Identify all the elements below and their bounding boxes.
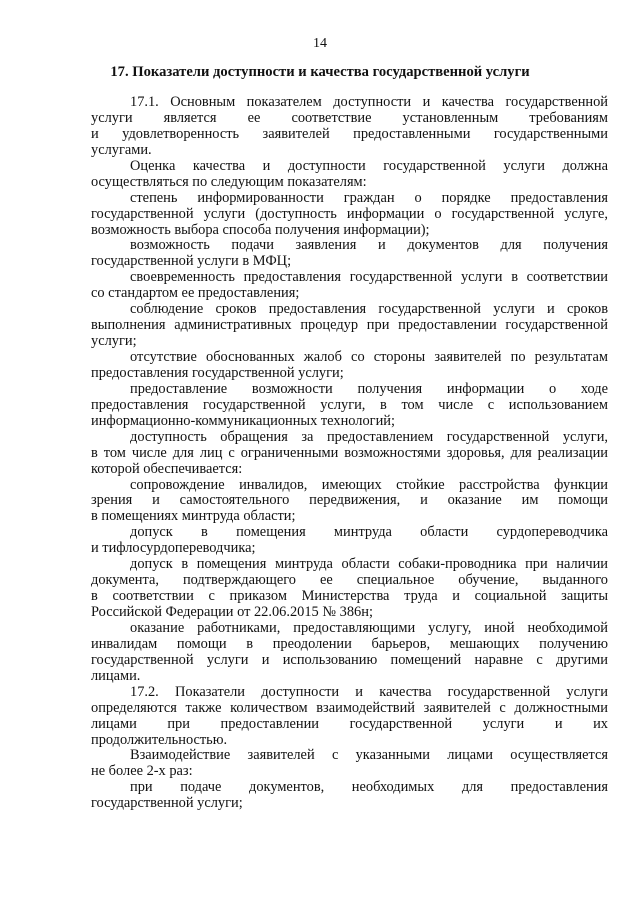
text-line: в том числе для лиц с ограниченными возможностями здоровья, для реализации bbox=[91, 445, 608, 461]
section-heading: 17. Показатели доступности и качества государственной услуги bbox=[110, 64, 530, 80]
text-line: 17.2. Показатели доступности и качества государственной услуги bbox=[130, 684, 608, 700]
text-line: услугами. bbox=[91, 142, 152, 158]
paragraph bbox=[91, 159, 608, 191]
text-line: лицами. bbox=[91, 668, 141, 684]
text-line: Российской Федерации от 22.06.2015 № 386н; bbox=[91, 605, 373, 620]
paragraph bbox=[91, 748, 608, 780]
text-line: со стандартом ее предоставления; bbox=[91, 286, 300, 302]
text-line: которой обеспечивается: bbox=[91, 461, 243, 477]
paragraph bbox=[91, 780, 608, 812]
paragraph bbox=[91, 302, 608, 350]
text-line: своевременность предоставления государственной услуги в соответствии bbox=[130, 270, 608, 286]
text-line: определяются также количеством взаимодействий заявителей с должностными bbox=[91, 700, 608, 716]
paragraph bbox=[91, 270, 608, 302]
paragraph bbox=[91, 191, 608, 239]
text-line: продолжительностью. bbox=[91, 732, 228, 748]
text-line: возможность выбора способа получения информации); bbox=[91, 222, 430, 238]
text-line: осуществляться по следующим показателям: bbox=[91, 174, 367, 190]
text-line: предоставления государственной услуги; bbox=[91, 365, 344, 381]
text-line: выполнения административных процедур при предоставлении государственной bbox=[91, 318, 608, 334]
text-line: отсутствие обоснованных жалоб со стороны заявителей по результатам bbox=[130, 350, 608, 365]
text-line: государственной услуги; bbox=[91, 796, 243, 812]
text-line: доступность обращения за предоставлением государственной услуги, bbox=[130, 429, 608, 445]
text-line: инвалидам помощи в преодолении барьеров, мешающих получению bbox=[91, 636, 608, 652]
text-line: в помещениях минтруда области; bbox=[91, 509, 296, 525]
text-line: сопровождение инвалидов, имеющих стойкие расстройства функции bbox=[130, 477, 608, 493]
text-line: информационно-коммуникационных технологий; bbox=[91, 413, 395, 429]
text-line: лицами при предоставлении государственной услуги и их bbox=[91, 716, 608, 732]
text-line: документа, подтверждающего ее специальное обучение, выданного bbox=[91, 573, 608, 589]
text-line: 17.1. Основным показателем доступности и качества государственной bbox=[130, 95, 608, 110]
paragraph bbox=[91, 95, 608, 159]
text-line: услуги; bbox=[91, 334, 137, 350]
text-line: при подаче документов, необходимых для предоставления bbox=[130, 780, 608, 796]
paragraph bbox=[91, 430, 608, 478]
paragraph bbox=[91, 382, 608, 430]
text-line: Оценка качества и доступности государственной услуги должна bbox=[130, 158, 608, 174]
text-line: оказание работниками, предоставляющими услугу, иной необходимой bbox=[130, 620, 608, 636]
text-line: предоставление возможности получения информации о ходе bbox=[130, 381, 608, 397]
text-line: и тифлосурдопереводчика; bbox=[91, 541, 256, 557]
text-line: степень информированности граждан о порядке предоставления bbox=[130, 190, 608, 206]
text-line: услуги является ее соответствие установленным требованиям bbox=[91, 110, 608, 126]
text-line: государственной услуги в МФЦ; bbox=[91, 254, 292, 270]
text-line: государственной услуги и использованию помещений наравне с другими bbox=[91, 652, 608, 668]
text-line: соблюдение сроков предоставления государственной услуги и сроков bbox=[130, 302, 608, 318]
paragraph bbox=[91, 238, 608, 270]
text-line: допуск в помещения минтруда области сурдопереводчика bbox=[130, 525, 608, 541]
text-line: зрения и самостоятельного передвижения, и оказание им помощи bbox=[91, 493, 608, 509]
text-line: Взаимодействие заявителей с указанными лицами осуществляется bbox=[130, 748, 608, 764]
page-number: 14 bbox=[313, 36, 327, 51]
text-line: не более 2-х раз: bbox=[91, 764, 193, 780]
text-line: предоставления государственной услуги, в том числе с использованием bbox=[91, 397, 608, 413]
text-line: в соответствии с приказом Министерства труда и социальной защиты bbox=[91, 589, 608, 605]
paragraph bbox=[91, 478, 608, 526]
paragraph bbox=[91, 525, 608, 557]
paragraph bbox=[91, 557, 608, 621]
text-line: допуск в помещения минтруда области собаки-проводника при наличии bbox=[130, 557, 608, 573]
text-line: и удовлетворенность заявителей предоставленными государственными bbox=[91, 126, 608, 142]
body-text bbox=[91, 95, 608, 812]
paragraph bbox=[91, 685, 608, 749]
paragraph bbox=[91, 621, 608, 685]
paragraph bbox=[91, 350, 608, 382]
text-line: государственной услуги (доступность информации о государственной услуге, bbox=[91, 206, 608, 222]
text-line: возможность подачи заявления и документов для получения bbox=[130, 238, 608, 254]
